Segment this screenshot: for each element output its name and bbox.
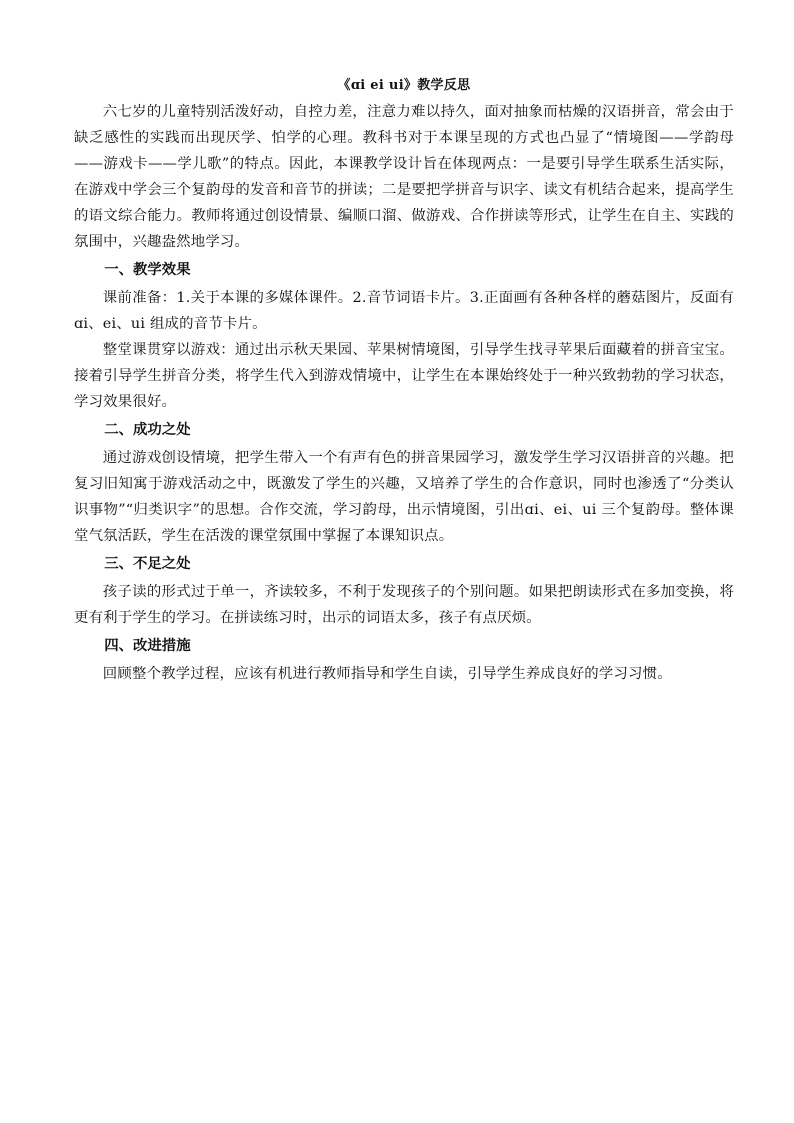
intro-paragraph: 六七岁的儿童特别活泼好动，自控力差，注意力难以持久，面对抽象而枯燥的汉语拼音，常会由于缺乏感性的实践而出现厌学、怕学的心理。教科书对于本课呈现的方式也凸显了“情境图——学韵母——游戏卡——学儿歌”的特点。因此，本课教学设计旨在体现两点：一是要引导学生联系生活实际，在游戏中学会三个复韵母的发音和音节的拼读；二是要把学拼音与识字、读文有机结合起来，提高学生的语文综合能力。教师将通过创设情景、编顺口溜、做游戏、合作拼读等形式，让学生在自主、实践的氛围中，兴趣盎然地学习。 bbox=[74, 104, 734, 250]
section-heading: 二、成功之处 bbox=[104, 421, 191, 438]
section-shortcomings bbox=[74, 550, 734, 631]
section-paragraph: 整堂课贯穿以游戏：通过出示秋天果园、苹果树情境图，引导学生找寻苹果后面藏着的拼音宝宝。接着引导学生拼音分类，将学生代入到游戏情境中，让学生在本课始终处于一种兴致勃勃的学习状态，学习效果很好。 bbox=[74, 342, 734, 410]
section-paragraph: 课前准备：1.关于本课的多媒体课件。2.音节词语卡片。3.正面画有各种各样的蘑菇图片，反面有 ɑi、ei、ui 组成的音节卡片。 bbox=[74, 290, 734, 332]
section-teaching-effect bbox=[74, 256, 734, 415]
document-page bbox=[74, 76, 734, 687]
section-paragraph: 通过游戏创设情境，把学生带入一个有声有色的拼音果园学习，激发学生学习汉语拼音的兴趣。把复习旧知寓于游戏活动之中，既激发了学生的兴趣，又培养了学生的合作意识，同时也渗透了“分类认识事物”“归类识字”的思想。合作交流，学习韵母，出示情境图，引出ɑi、ei、ui 三个复韵母。整体课堂气氛活跃，学生在活泼的课堂氛围中掌握了本课知识点。 bbox=[74, 450, 734, 544]
section-heading: 四、改进措施 bbox=[104, 637, 191, 654]
section-heading: 一、教学效果 bbox=[104, 261, 191, 278]
section-paragraph: 孩子读的形式过于单一，齐读较多，不利于发现孩子的个别问题。如果把朗读形式在多加变换，将更有利于学生的学习。在拼读练习时，出示的词语太多，孩子有点厌烦。 bbox=[74, 584, 734, 626]
section-heading: 三、不足之处 bbox=[104, 555, 191, 572]
section-improvements bbox=[74, 632, 734, 687]
section-paragraph: 回顾整个教学过程，应该有机进行教师指导和学生自读，引导学生养成良好的学习习惯。 bbox=[102, 666, 672, 682]
section-successes bbox=[74, 416, 734, 549]
document-title: 《ɑi ei ui》教学反思 bbox=[337, 78, 471, 93]
